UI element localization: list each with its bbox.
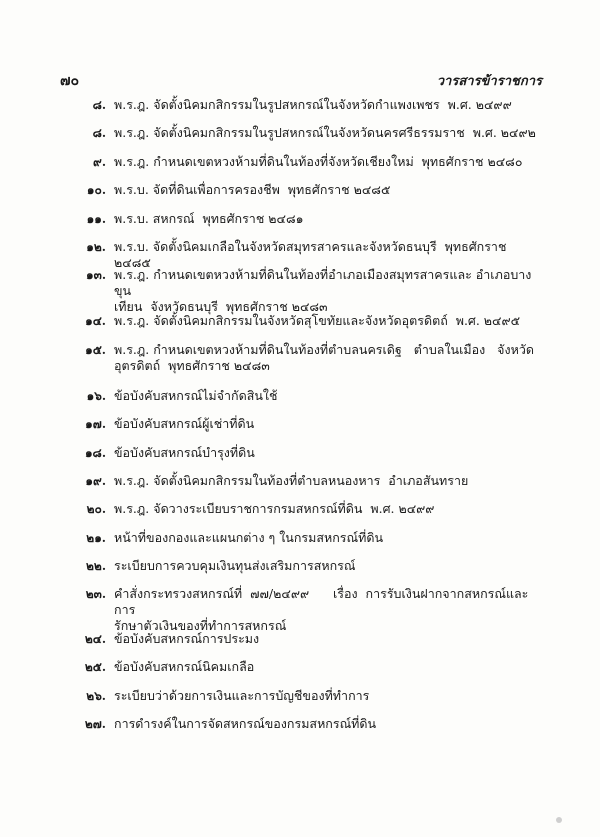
list-item: [0, 342, 600, 388]
list-item: [0, 182, 600, 210]
item-text: ข้อบังคับสหกรณ์การประมง: [114, 630, 260, 646]
item-number: ๑๒.: [86, 239, 106, 254]
list-item: [0, 154, 600, 182]
item-number: ๙.: [93, 154, 106, 169]
list-item: [0, 688, 600, 716]
item-number: ๑๖.: [86, 388, 106, 403]
item-number: ๑๗.: [85, 417, 106, 432]
item-number: ๒๑.: [86, 530, 106, 545]
list-item: [0, 125, 600, 153]
list-item: [0, 267, 600, 313]
item-text: พ.ร.ฎ. กำหนดเขตหวงห้ามที่ดินในท้องที่อำเภอเมืองสมุทรสาครและ อำเภอบางขุน เทียน จังหวัดธนบุรี พุทธศักราช ๒๔๘๓: [114, 267, 532, 315]
item-number: ๒๔.: [84, 631, 106, 646]
item-text: ข้อบังคับสหกรณ์นิคมเกลือ: [114, 659, 255, 675]
item-text: พ.ร.บ. จัดที่ดินเพื่อการครองชีพ พุทธศักราช ๒๔๘๕: [114, 182, 391, 198]
item-number: ๑๕.: [85, 342, 106, 357]
list-item: [0, 501, 600, 529]
item-number: ๒๒.: [86, 559, 106, 574]
list-item: [0, 631, 600, 659]
item-text: ระเบียบว่าด้วยการเงินและการบัญชีของที่ทำการ: [114, 687, 370, 703]
item-text: พ.ร.ฎ. กำหนดเขตหวงห้ามที่ดินในท้องที่จังหวัดเชียงใหม่ พุทธศักราช ๒๔๘๐: [114, 153, 523, 169]
item-number: ๘.: [92, 98, 106, 112]
item-text: พ.ร.ฎ. จัดตั้งนิคมกสิกรรมในรูปสหกรณ์ในจังหวัดนครศรีธรรมราช พ.ศ. ๒๔๙๒: [114, 125, 536, 141]
item-text: ข้อบังคับสหกรณ์บำรุงที่ดิน: [114, 444, 255, 460]
item-number: ๑๔.: [85, 314, 106, 329]
item-number: ๑๙.: [85, 473, 106, 488]
item-number: ๒๓.: [85, 587, 106, 602]
page-number: ๗๐: [60, 73, 80, 89]
item-number: ๑๑.: [86, 211, 106, 226]
item-text: หน้าที่ของกองและแผนกต่าง ๆ ในกรมสหกรณ์ที่ดิน: [114, 529, 384, 545]
list-item: [0, 586, 600, 634]
list-item: [0, 416, 600, 444]
item-text: พ.ร.ฎ. จัดวางระเบียบราชการกรมสหกรณ์ที่ดิน พ.ศ. ๒๔๙๙: [114, 501, 435, 517]
item-text: พ.ร.ฎ. จัดตั้งนิคมกสิกรรมในท้องที่ตำบลหนองหาร อำเภอสันทราย: [114, 472, 469, 488]
list-item: [0, 659, 600, 687]
item-text: ข้อบังคับสหกรณ์ผู้เช่าที่ดิน: [114, 416, 255, 432]
item-number: ๘.: [92, 126, 106, 141]
list-item: [0, 238, 600, 270]
item-text: คำสั่งกระทรวงสหกรณ์ที่ ๗๗/๒๔๙๙ เรื่อง การรับเงินฝากจากสหกรณ์และการ รักษาตัวเงินของที่ทำการสหกรณ์: [114, 586, 529, 634]
list-item: [0, 388, 600, 416]
list-item: [0, 558, 600, 586]
journal-title: วารสารข้าราชการ: [436, 74, 542, 89]
item-text: ระเบียบการควบคุมเงินทุนส่งเสริมการสหกรณ์: [114, 558, 356, 574]
item-number: ๑๘.: [84, 445, 106, 460]
list-item: [0, 313, 600, 341]
law-list: [0, 97, 600, 744]
item-number: ๑๓.: [86, 268, 106, 283]
list-item: [0, 445, 600, 473]
list-item: [0, 211, 600, 239]
list-item: [0, 97, 600, 125]
item-number: ๒๐.: [86, 502, 106, 517]
item-number: ๒๕.: [84, 660, 106, 675]
scan-speck: [556, 817, 562, 823]
list-item: [0, 473, 600, 501]
list-item: [0, 716, 600, 744]
item-number: ๒๖.: [86, 688, 106, 703]
item-text: พ.ร.ฎ. จัดตั้งนิคมกสิกรรมในรูปสหกรณ์ในจังหวัดกำแพงเพชร พ.ศ. ๒๔๙๙: [114, 97, 512, 112]
item-text: พ.ร.ฎ. กำหนดเขตหวงห้ามที่ดินในท้องที่ตำบลนครเดิฐ ตำบลในเมือง จังหวัด อุตรดิตถ์ พุทธศักราช ๒๔๘๓: [114, 341, 534, 373]
item-number: ๑๐.: [86, 183, 106, 198]
item-text: การดำรงค์ในการจัดสหกรณ์ของกรมสหกรณ์ที่ดิน: [114, 716, 377, 732]
list-item: [0, 530, 600, 558]
item-text: ข้อบังคับสหกรณ์ไม่จำกัดสินใช้: [114, 387, 278, 403]
item-text: พ.ร.บ. สหกรณ์ พุทธศักราช ๒๔๘๑: [114, 210, 304, 226]
item-text: พ.ร.บ. จัดตั้งนิคมเกลือในจังหวัดสมุทรสาครและจังหวัดธนบุรี พุทธศักราช ๒๔๘๕: [114, 238, 511, 270]
item-number: ๒๗.: [84, 717, 106, 732]
item-text: พ.ร.ฎ. จัดตั้งนิคมกสิกรรมในจังหวัดสุโขทัยและจังหวัดอุตรดิตถ์ พ.ศ. ๒๔๙๕: [114, 313, 521, 329]
